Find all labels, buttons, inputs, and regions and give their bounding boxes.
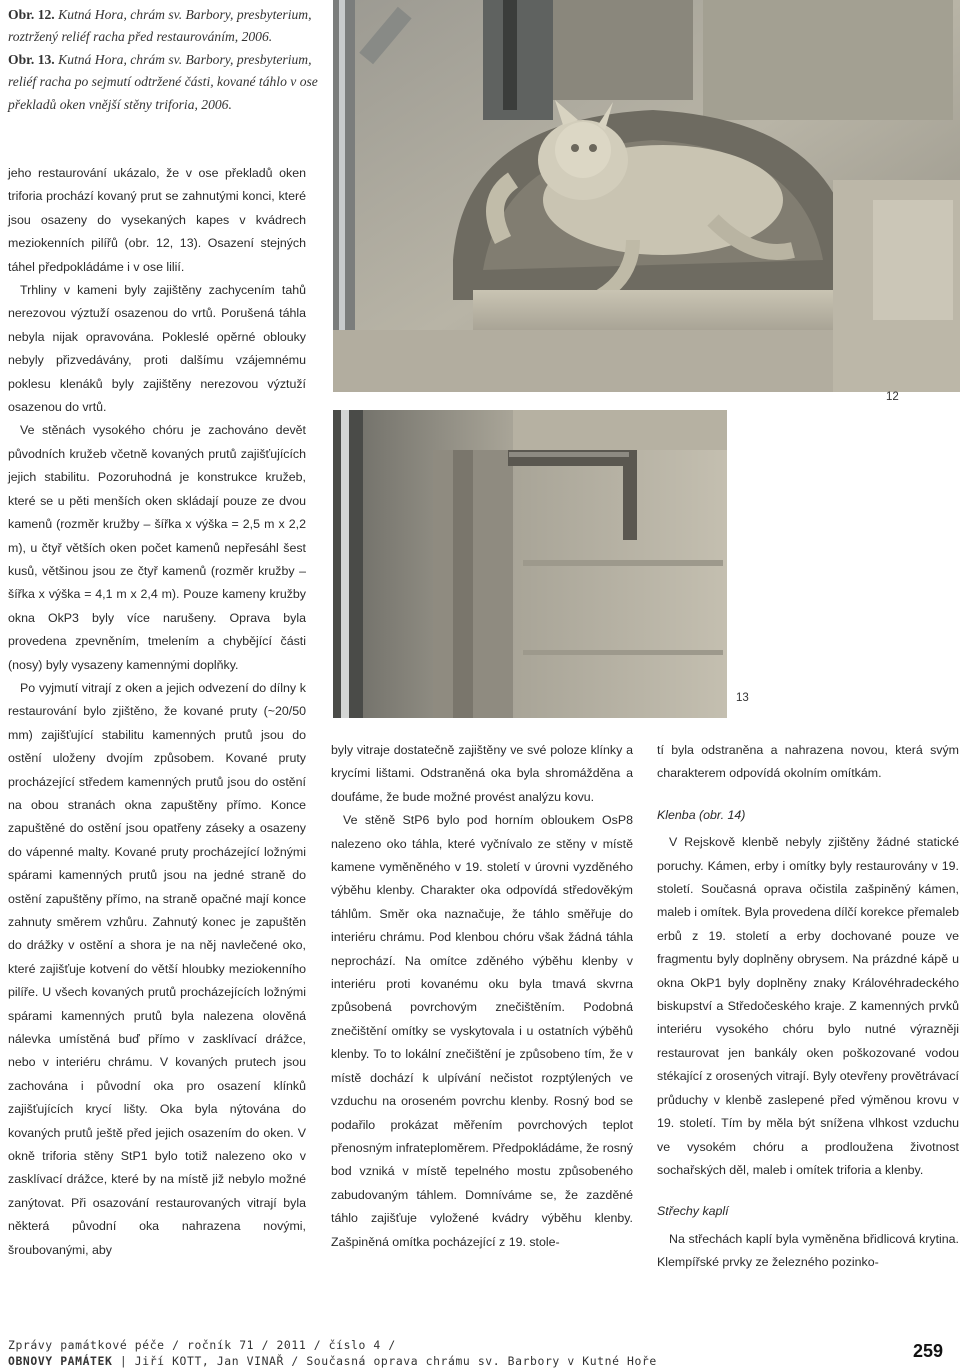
footer-authors-title: | Jiří KOTT, Jan VINAŘ / Současná oprava chrámu sv. Barbory v Kutné Hoře: [112, 1354, 657, 1368]
page-number: 259: [913, 1341, 944, 1361]
figure-number-12: 12: [886, 391, 899, 403]
paragraph: tí byla odstraněna a nahrazena novou, která svým charakterem odpovídá okolním omítkám.: [657, 743, 959, 781]
text-column-1: [8, 162, 306, 1262]
section-heading-klenba: Klenba (obr. 14): [657, 807, 746, 822]
figure-number-13: 13: [736, 692, 749, 704]
paragraph: Ve stěně StP6 bylo pod horním obloukem OsP8 nalezeno oko táhla, které vyčnívalo ze stěny v místě kamene vyměněného v 19. století v úrovni vyzděného výběhu klenby. Charakter oka odpovídá středověkým táhlům. Směr oka naznačuje, že táhlo směřuje do interiéru chrámu. Pod klenbou chóru však žádná táhla neprochází. Na omítce zděného výběhu klenby v interiéru proti kovanému oku byla tmavá skvrna způsobená povrchovým znečištěním. Podobná znečištění omítky se vyskytovala i u ostatních výběhů klenby. To to lokální znečištění je způsobeno tím, že v místě dochází k ulpívání nečistot rozptýlených ve vzduchu na oroseném povrchu klenby. Rosný bod se podařilo prokázat měřením povrchových teplot přenosným infrateploměrem. Předpokládáme, že rosný bod vzniká v místě tepelného mostu způsobeného zabudovaným táhlem. Domníváme se, že zazděné táhlo zajišťuje vyložené kvádry výběhu klenby. Zašpiněná omítka pocházející z 19. stole-: [331, 813, 633, 1249]
paragraph: Trhliny v kameni byly zajištěny zachycením tahů nerezovou výztuží osazenou do vrtů. Porušená táhla nebyla nijak opravována. Pokleslé opěrné oblouky nebyly přizvedávány, proti dalšímu vzájemnému poklesu klenáků byly zajištěny nerezovou výztuží osazenou do vrtů.: [8, 283, 306, 415]
section-heading-strechy: Střechy kaplí: [657, 1204, 729, 1219]
caption-fig13: Obr. 13. Kutná Hora, chrám sv. Barbory, presbyterium, reliéf racha po sejmutí odtržené části, kované táhlo v ose překladů oken vnější stěny triforia, 2006.: [8, 51, 318, 112]
photo-relief-gargoyle: [333, 0, 960, 392]
paragraph: jeho restaurování ukázalo, že v ose překladů oken triforia prochází kovaný prut se zahnutými konci, které jsou osazeny do vysekaných kapes v kvádrech meziokenních pilířů (obr. 12, 13). Osazení stejných táhel předpokládáme i v ose lilií.: [8, 166, 306, 274]
footer-journal-name: OBNOVY PAMÁTEK: [8, 1354, 113, 1368]
rod-photo-image: [333, 410, 727, 718]
paragraph: byly vitraje dostatečně zajištěny ve své poloze klínky a krycími lištami. Odstraněná oka byla shromážděna a doufáme, že bude možné provést analýzu kovu.: [331, 743, 633, 804]
paragraph: V Rejskově klenbě nebyly zjištěny žádné statické poruchy. Kámen, erby i omítky byly restaurovány v 19. století. Současná oprava očistila zašpiněný kámen, maleb i omítek. Byla provedena dílčí korekce přemaleb erbů z 19. století a erby dochované pouze ve fragmentu byly doplněny obrysem. Na prázdné kápě u okna OkP1 byly doplněny znaky Královéhradeckého biskupství a Středočeského kraje. Z kamenných prvků interiéru vysokého chóru bylo nutné výrazněji restaurovat jen bankály oken poškozované vodou stékající z orosených vitrají. Byly otevřeny provětrávací průduchy v klenbě zaslepené před výměnou krovu v 19. století. Tím by měla být snížena vlhkost vzduchu ve vysokém chóru a prodloužena životnost sochařských děl, maleb i omítek triforia a klenby.: [657, 835, 959, 1177]
paragraph: Po vyjmutí vitrají z oken a jejich odvezení do dílny k restaurování bylo zjištěno, že kované pruty (~20/50 mm) zajišťující stabilitu kamenných prutů jsou do ostění uloženy dvojím způsobem. Kované pruty procházející středem kamenných prutů jsou do ostění na obou stranách okna zapuštěny přímo. Konce zapuštěné do ostění jsou opatřeny zásekу a osazeny do vápenné malty. Kované pruty procházející ložnými spárami kamenných prutů jsou na jedné straně do ostění zapuštěny přímo, na straně opačné mají konce zahnuty směrem vzhůru. Zahnutý konec je zapuštěn do drážky v ostění a shora je na něj navlečené oko, které zajišťuje kotvení do větší hloubky meziokenního pilíře. U všech kovaných prutů procházejících ložnými spárami kamenných prutů byla nalezena olověná nálevka umístěná buď přímo v zasklívací drážce, nebo v interiéru chrámu. V kovaných prutech jsou zachována i původní oka pro osazení klínků zajišťujících krycí lišty. Oka byla nýtována do kovaných prutů ještě před jejich osazením do oken. V okně triforia stěny StP1 bylo totiž nalezeno oko v zasklívací drážce, které by na místě již nebylo možné zanýtovat. Při osazování restaurovaných vitrají byla některá původní oka nahrazena novými, šroubovanými, aby: [8, 680, 306, 1257]
footer-journal-info: Zprávy památkové péče / ročník 71 / 2011 / číslo 4 /: [8, 1338, 396, 1352]
photo-forged-rod: [333, 410, 727, 718]
relief-photo-image: [333, 0, 960, 392]
figure-captions: [8, 4, 326, 116]
paragraph: Ve stěnách vysokého chóru je zachováno devět původních kružeb včetně kovaných prutů zajišťujících jejich stabilitu. Pozoruhodná je konstrukce kružeb, které se u pěti menších oken skládají pouze ze dvou kamenů (rozměr kružby – šířka x výška = 2,5 m x 2,2 m), u čtyř větších oken počet kamenů nepřesáhl šest kusů, většinou jsou ze čtyř kamenů (rozměr kružby – šířka x výška = 4,1 m x 2,4 m). Pouze kameny kružby okna OkP3 byly více narušeny. Oprava byla provedena zpevněním, tmelením a chybějící části (nosy) byly vysazeny kamennými doplňky.: [8, 423, 306, 672]
text-column-2: [331, 739, 633, 1254]
footer-article-info: [8, 1354, 657, 1368]
text-column-3: [657, 739, 959, 1275]
paragraph: Na střechách kaplí byla vyměněna břidlicová krytina. Klempířské prvky ze železného pozinko-: [657, 1231, 959, 1270]
caption-fig12: Obr. 12. Kutná Hora, chrám sv. Barbory, presbyterium, roztržený reliéf racha před restaurováním, 2006.: [8, 7, 312, 45]
